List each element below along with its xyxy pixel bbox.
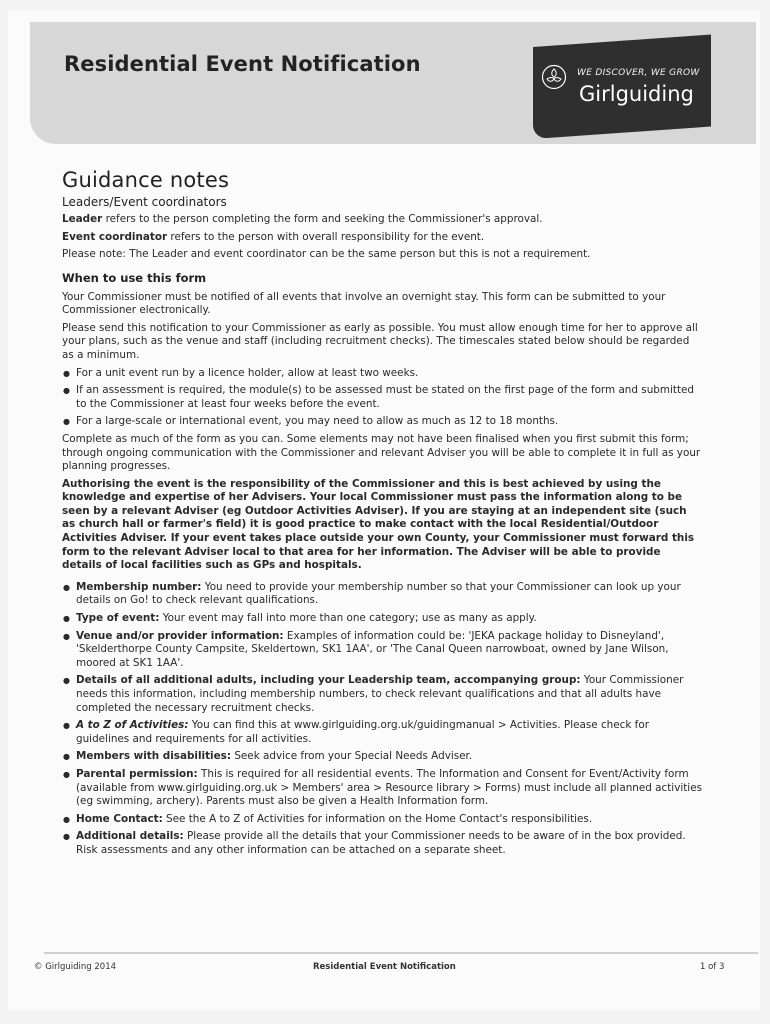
list-item <box>76 830 702 857</box>
item-term: Home Contact: <box>76 812 163 825</box>
list-item <box>76 674 702 715</box>
coordinator-definition <box>62 231 702 245</box>
leaders-subheading: Leaders/Event coordinators <box>62 194 227 209</box>
item-text: Your event may fall into more than one category; use as many as apply. <box>159 612 537 625</box>
item-term: A to Z of Activities: <box>76 719 189 732</box>
footer-title: Residential Event Notification <box>313 962 456 972</box>
coordinator-definition-text: refers to the person with overall responsibility for the event. <box>167 230 485 243</box>
page-title: Residential Event Notification <box>64 52 421 76</box>
guidance-heading: Guidance notes <box>62 168 230 192</box>
list-item <box>76 750 702 764</box>
list-item <box>76 581 702 608</box>
item-text: Your Commissioner needs this information, including membership numbers, to check relevant qualifications and that all adults have completed the necessary recruitment checks. <box>76 674 684 714</box>
footer-copyright: © Girlguiding 2014 <box>34 962 117 972</box>
footer-divider <box>44 952 758 954</box>
item-text: Seek advice from your Special Needs Adviser. <box>231 750 473 763</box>
item-term: Members with disabilities: <box>76 750 232 763</box>
item-term: Details of all additional adults, including your Leadership team, accompanying group: <box>76 674 581 687</box>
when-paragraph-2: Please send this notification to your Commissioner as early as possible. You must allow enough time for her to approve all your plans, such as the venue and staff (including recruitment checks). The timescales stated below should be regarded as a minimum. <box>62 321 698 361</box>
form-items-list <box>62 581 702 858</box>
item-text: You can find this at www.girlguiding.org.uk/guidingmanual > Activities. Please check for guidelines and requirements for all activities. <box>76 719 649 745</box>
list-item: ● For a unit event run by a licence holder, allow at least two weeks. <box>76 367 702 381</box>
list-item: ● If an assessment is required, the module(s) to be assessed must be stated on the first page of the form and submitted to the Commissioner at least four weeks before the event. <box>76 384 702 411</box>
item-term: Membership number: <box>76 580 202 593</box>
item-text: This is required for all residential events. The Information and Consent for Event/Activity form (available from www.girlguiding.org.uk > Members' area > Resource library > Forms) must include all planned activities (eg swimming, archery). Parents must also be given a Health Information form. <box>76 767 702 808</box>
when-heading: When to use this form <box>62 270 207 285</box>
item-term: Parental permission: <box>76 767 198 780</box>
item-term: Type of event: <box>76 612 160 625</box>
item-text: You need to provide your membership number so that your Commissioner can look up your details on Go! to check relevant qualifications. <box>76 580 681 607</box>
guidance-note: Please note: The Leader and event coordinator can be the same person but this is not a requirement. <box>62 248 591 261</box>
list-item: ● For a large-scale or international event, you may need to allow as much as 12 to 18 months. <box>76 415 702 429</box>
when-paragraph-3: Complete as much of the form as you can. Some elements may not have been finalised when you first submit this form; through ongoing communication with the Commissioner and relevant Adviser you will be able to complete it in full as your planning progresses. <box>62 432 701 473</box>
timescale-list <box>62 367 702 429</box>
item-text: Examples of information could be: 'JEKA package holiday to Disneyland', 'Skelderthorpe County Campsite, Skeldertown, SK1 1AA', or 'The Canal Queen narrowboat, owned by Jane Wilson, moored at SK1 1AA'. <box>76 629 669 669</box>
leader-term: Leader <box>62 213 103 226</box>
item-term: Additional details: <box>76 830 184 843</box>
when-paragraph-1: Your Commissioner must be notified of all events that involve an overnight stay. This form can be submitted to your Commissioner electronically. <box>62 290 666 317</box>
brand-logo <box>533 52 711 132</box>
leader-definition <box>62 213 702 227</box>
list-item <box>76 630 702 671</box>
page-number: 1 of 3 <box>700 962 725 972</box>
authorising-paragraph: Authorising the event is the responsibility of the Commissioner and this is best achieved by using the knowledge and expertise of her Advisers. Your local Commissioner must pass the information along to be seen by a relevant Adviser (eg Outdoor Activities Adviser). If you are staying at an independent site (such as church hall or farmer's field) it is good practice to make contact with the local Residential/Outdoor Activities Adviser. If your event takes place outside your own County, your Commissioner must forward this form to the relevant Adviser local to that area for her information. The Adviser will be able to provide details of local facilities such as GPs and hospitals. <box>62 477 695 572</box>
trefoil-icon <box>541 64 567 90</box>
brand-tagline: WE DISCOVER, WE GROW <box>577 68 700 78</box>
item-text: See the A to Z of Activities for information on the Home Contact's responsibilities. <box>162 812 593 825</box>
list-item <box>76 612 702 626</box>
coordinator-term: Event coordinator <box>62 230 168 243</box>
item-term: Venue and/or provider information: <box>76 629 284 642</box>
list-item <box>76 813 702 827</box>
item-text: Please provide all the details that your Commissioner needs to be aware of in the box provided. Risk assessments and any other information can be attached on a separate sheet. <box>76 830 686 856</box>
guidance-content <box>62 168 702 862</box>
leader-definition-text: refers to the person completing the form and seeking the Commissioner's approval. <box>102 213 543 226</box>
list-item <box>76 719 702 746</box>
list-item <box>76 768 702 809</box>
brand-name: Girlguiding <box>579 82 694 106</box>
